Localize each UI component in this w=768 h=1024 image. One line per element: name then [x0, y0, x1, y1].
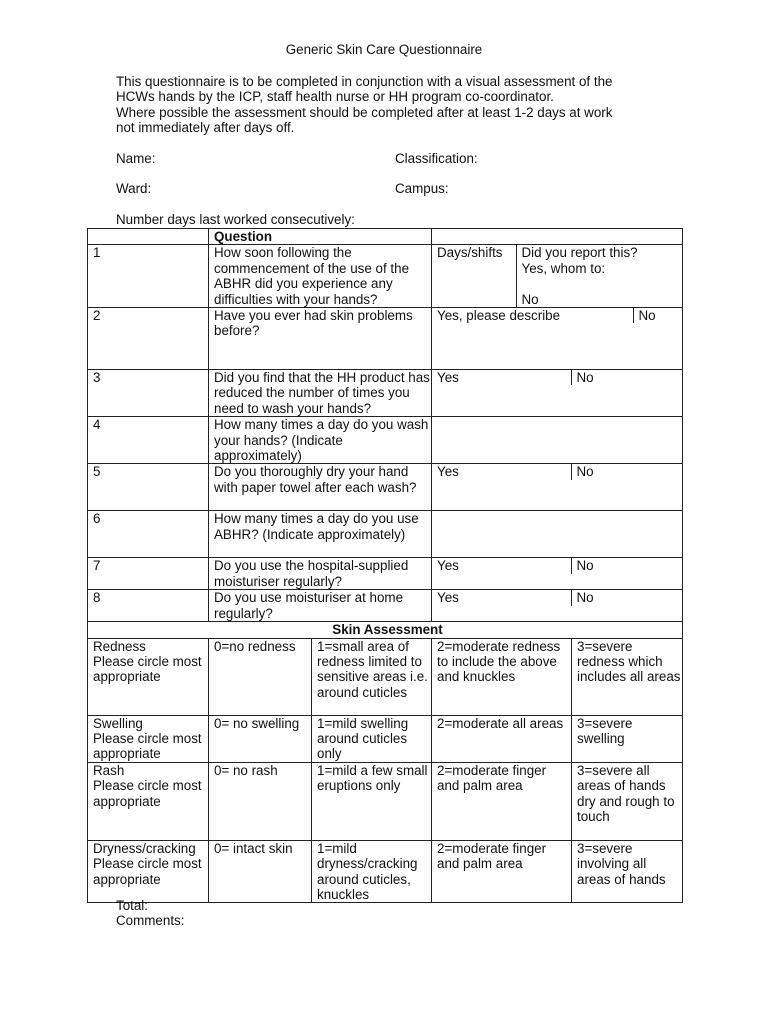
- question-row: [88, 417, 683, 464]
- answer-cell: [432, 558, 683, 590]
- answer-cell: [432, 464, 683, 511]
- assessment-row-rash: [88, 762, 683, 840]
- question-text: How many times a day do you use ABHR? (Indicate approximately): [209, 511, 432, 558]
- answer-split: [432, 370, 682, 385]
- assessment-row-redness: [88, 638, 683, 715]
- assessment-row-swelling: [88, 715, 683, 762]
- answer-split: [432, 308, 682, 323]
- question-text: Do you use moisturiser at home regularly?: [209, 590, 432, 622]
- question-text: Did you find that the HH product has reduced the number of times you need to wash your hands?: [209, 370, 432, 417]
- question-text: How soon following the commencement of the use of the ABHR did you experience any difficulties with your hands?: [209, 245, 432, 308]
- days-shifts-answer[interactable]: Days/shifts: [437, 245, 503, 261]
- header-blank-cell: [88, 229, 209, 245]
- question-text: Have you ever had skin problems before?: [209, 308, 432, 370]
- question-number: 5: [88, 464, 209, 511]
- question-row: [88, 308, 683, 370]
- question-number: 6: [88, 511, 209, 558]
- question-row: [88, 511, 683, 558]
- total-label: Total:: [116, 898, 149, 913]
- answer-cell: [432, 308, 683, 370]
- score-2-option[interactable]: 2=moderate redness to include the above and knuckles: [432, 638, 572, 715]
- report-yes-option: Yes, whom to:: [521, 260, 606, 276]
- score-3-option[interactable]: 3=severe swelling: [572, 715, 683, 762]
- intro-line: not immediately after days off.: [116, 120, 295, 136]
- yes-answer[interactable]: Yes: [437, 370, 459, 386]
- assessment-name: Swelling: [93, 715, 143, 731]
- question-text: Do you use the hospital-supplied moisturiser regularly?: [209, 558, 432, 590]
- score-0-option[interactable]: 0= no swelling: [209, 715, 312, 762]
- yes-describe-answer[interactable]: Yes, please describe: [437, 308, 561, 324]
- score-1-option[interactable]: 1=mild a few small eruptions only: [312, 762, 432, 840]
- question-number: 2: [88, 308, 209, 370]
- question-number: 7: [88, 558, 209, 590]
- intro-line: Where possible the assessment should be completed after at least 1-2 days at work: [116, 104, 613, 120]
- score-0-option[interactable]: 0= no rash: [209, 762, 312, 840]
- intro-line: This questionnaire is to be completed in conjunction with a visual assessment of the: [116, 74, 613, 89]
- no-answer[interactable]: No: [571, 464, 682, 479]
- score-3-option[interactable]: 3=severe redness which includes all areas: [572, 638, 683, 715]
- question-text: Do you thoroughly dry your hand with paper towel after each wash?: [209, 464, 432, 511]
- question-number: 3: [88, 370, 209, 417]
- assessment-name: Dryness/cracking: [93, 840, 196, 856]
- assessment-label: [88, 762, 209, 840]
- report-answer[interactable]: [516, 245, 682, 307]
- question-row: [88, 370, 683, 417]
- assessment-name: Rash: [93, 762, 125, 778]
- no-answer[interactable]: No: [571, 370, 682, 385]
- skin-assessment-header-row: [88, 622, 683, 638]
- score-0-option[interactable]: 0= intact skin: [209, 840, 312, 903]
- skin-assessment-header: Skin Assessment: [88, 622, 683, 638]
- question-number: 4: [88, 417, 209, 464]
- assessment-name: Redness: [93, 638, 146, 654]
- ward-field-label: Ward:: [116, 181, 152, 196]
- assessment-label: [88, 840, 209, 903]
- days-worked-field-label: Number days last worked consecutively:: [116, 212, 355, 227]
- score-1-option[interactable]: 1=mild swelling around cuticles only: [312, 715, 432, 762]
- answer-split: [432, 558, 682, 573]
- question-row: [88, 558, 683, 590]
- questionnaire-table: [87, 228, 683, 903]
- question-number: 1: [88, 245, 209, 308]
- answer-split: [432, 590, 682, 605]
- question-row: [88, 590, 683, 622]
- yes-answer[interactable]: Yes: [437, 464, 459, 480]
- score-3-option[interactable]: 3=severe all areas of hands dry and rough to touch: [572, 762, 683, 840]
- assessment-instruction: Please circle most appropriate: [93, 730, 202, 762]
- score-2-option[interactable]: 2=moderate all areas: [432, 715, 572, 762]
- answer-cell: [432, 245, 683, 308]
- report-spacer: [522, 276, 683, 291]
- no-answer[interactable]: No: [633, 308, 682, 323]
- question-number: 8: [88, 590, 209, 622]
- intro-line: HCWs hands by the ICP, staff health nurse or HH program co-coordinator.: [116, 89, 554, 105]
- assessment-label: [88, 715, 209, 762]
- score-2-option[interactable]: 2=moderate finger and palm area: [432, 840, 572, 903]
- document-title: Generic Skin Care Questionnaire: [285, 42, 483, 57]
- report-question: Did you report this?: [521, 245, 638, 261]
- name-field-label: Name:: [116, 151, 156, 166]
- answer-cell[interactable]: [432, 511, 683, 558]
- assessment-instruction: Please circle most appropriate: [93, 856, 202, 887]
- assessment-instruction: Please circle most appropriate: [93, 778, 202, 809]
- question-header: Question: [209, 229, 432, 245]
- score-0-option[interactable]: 0=no redness: [209, 638, 312, 715]
- score-1-option[interactable]: 1=small area of redness limited to sensitive areas i.e. around cuticles: [312, 638, 432, 715]
- yes-answer[interactable]: Yes: [437, 558, 459, 574]
- intro-paragraph: [116, 74, 686, 136]
- question-header-row: [88, 229, 683, 245]
- assessment-label: [88, 638, 209, 715]
- yes-answer[interactable]: Yes: [437, 590, 459, 606]
- score-2-option[interactable]: 2=moderate finger and palm area: [432, 762, 572, 840]
- answer-split: [432, 245, 682, 307]
- question-text: How many times a day do you wash your hands? (Indicate approximately): [209, 417, 432, 464]
- header-blank-cell: [432, 229, 683, 245]
- no-answer[interactable]: No: [571, 558, 682, 573]
- assessment-row-dryness: [88, 840, 683, 903]
- answer-cell: [432, 370, 683, 417]
- answer-cell: [432, 590, 683, 622]
- answer-cell[interactable]: [432, 417, 683, 464]
- report-no-option: No: [521, 291, 539, 307]
- score-3-option[interactable]: 3=severe involving all areas of hands: [572, 840, 683, 903]
- score-1-option[interactable]: 1=mild dryness/cracking around cuticles, knuckles: [312, 840, 432, 903]
- classification-field-label: Classification:: [395, 151, 478, 166]
- question-row: [88, 245, 683, 308]
- question-row: [88, 464, 683, 511]
- no-answer[interactable]: No: [571, 590, 682, 605]
- answer-split: [432, 464, 682, 479]
- campus-field-label: Campus:: [395, 181, 449, 196]
- assessment-instruction: Please circle most appropriate: [93, 653, 202, 685]
- comments-label: Comments:: [116, 913, 185, 928]
